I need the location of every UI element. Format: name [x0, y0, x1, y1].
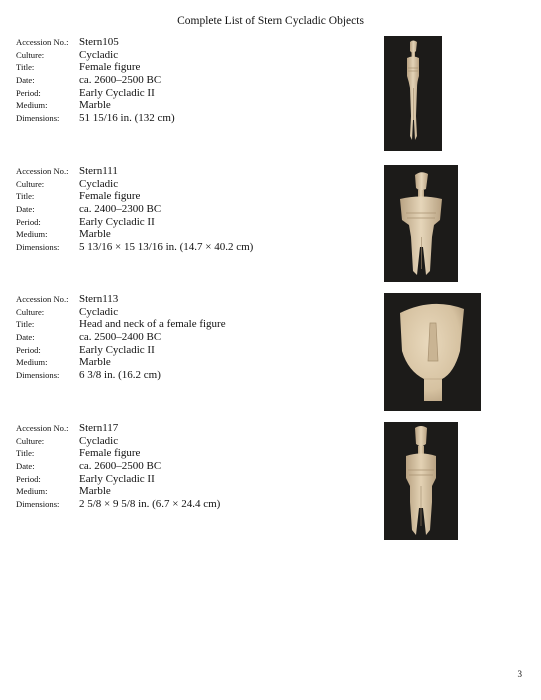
page-title: Complete List of Stern Cycladic Objects	[177, 15, 364, 27]
field-value: ca. 2600–2500 BC	[79, 460, 162, 473]
field-value: 2 5/8 × 9 5/8 in. (6.7 × 24.4 cm)	[79, 498, 221, 511]
field-date	[16, 460, 376, 473]
field-value: 5 13/16 × 15 13/16 in. (14.7 × 40.2 cm)	[79, 241, 254, 254]
field-dimensions	[16, 241, 376, 254]
page-number: 3	[517, 669, 522, 679]
field-label: Date:	[16, 332, 35, 343]
field-label: Culture:	[16, 435, 45, 446]
standing-female-figurine-icon	[384, 36, 442, 151]
field-value: ca. 2500–2400 BC	[79, 331, 162, 344]
field-label: Dimensions:	[16, 242, 60, 253]
field-value: Cycladic	[79, 177, 119, 190]
field-label: Period:	[16, 344, 41, 355]
field-medium	[16, 356, 376, 369]
field-dimensions	[16, 112, 376, 125]
field-label: Period:	[16, 473, 41, 484]
field-label: Period:	[16, 216, 41, 227]
field-value: Early Cycladic II	[79, 86, 155, 99]
field-label: Medium:	[16, 100, 48, 111]
field-label: Title:	[16, 191, 35, 202]
field-value: Stern117	[79, 422, 119, 434]
field-value: Female figure	[79, 190, 141, 203]
field-accession	[16, 293, 376, 306]
field-title	[16, 61, 376, 74]
field-dimensions	[16, 369, 376, 382]
field-value: ca. 2400–2300 BC	[79, 203, 162, 216]
field-period	[16, 87, 376, 100]
record-stern111	[16, 165, 376, 254]
folded-arm-figurine-photo	[384, 422, 458, 540]
field-value: Stern113	[79, 293, 119, 305]
field-value: Stern105	[79, 36, 119, 48]
field-medium	[16, 99, 376, 112]
field-value: Female figure	[79, 61, 141, 74]
field-medium	[16, 485, 376, 498]
field-label: Title:	[16, 448, 35, 459]
figurine-head-photo	[384, 293, 481, 411]
field-period	[16, 473, 376, 486]
field-label: Accession No.:	[16, 37, 69, 47]
field-label: Dimensions:	[16, 499, 60, 510]
field-value: Female figure	[79, 447, 141, 460]
field-value: 51 15/16 in. (132 cm)	[79, 112, 175, 125]
field-value: Cycladic	[79, 434, 119, 447]
field-label: Accession No.:	[16, 294, 69, 304]
field-accession	[16, 422, 376, 435]
field-culture	[16, 178, 376, 191]
field-culture	[16, 435, 376, 448]
broad-shouldered-figurine-photo	[384, 165, 458, 282]
field-label: Title:	[16, 62, 35, 73]
field-value: Marble	[79, 99, 111, 112]
record-stern113	[16, 293, 376, 382]
record-stern117	[16, 422, 376, 511]
field-label: Medium:	[16, 229, 48, 240]
field-accession	[16, 165, 376, 178]
field-date	[16, 331, 376, 344]
field-title	[16, 447, 376, 460]
field-label: Medium:	[16, 486, 48, 497]
field-title	[16, 190, 376, 203]
field-label: Culture:	[16, 178, 45, 189]
field-label: Culture:	[16, 306, 45, 317]
field-value: Early Cycladic II	[79, 343, 155, 356]
field-label: Title:	[16, 319, 35, 330]
field-accession	[16, 36, 376, 49]
field-value: Cycladic	[79, 48, 119, 61]
field-value: ca. 2600–2500 BC	[79, 74, 162, 87]
field-value: Marble	[79, 485, 111, 498]
field-dimensions	[16, 498, 376, 511]
figurine-head-icon	[384, 293, 481, 411]
field-label: Accession No.:	[16, 166, 69, 176]
field-period	[16, 216, 376, 229]
field-date	[16, 74, 376, 87]
field-label: Culture:	[16, 49, 45, 60]
field-label: Date:	[16, 75, 35, 86]
record-stern105	[16, 36, 376, 125]
field-label: Accession No.:	[16, 423, 69, 433]
field-medium	[16, 228, 376, 241]
field-label: Date:	[16, 204, 35, 215]
field-label: Dimensions:	[16, 113, 60, 124]
standing-female-figurine-photo	[384, 36, 442, 151]
field-label: Period:	[16, 87, 41, 98]
field-value: Early Cycladic II	[79, 215, 155, 228]
broad-shouldered-figurine-icon	[384, 165, 458, 282]
folded-arm-figurine-icon	[384, 422, 458, 540]
field-value: Stern111	[79, 165, 118, 177]
field-label: Dimensions:	[16, 370, 60, 381]
field-value: 6 3/8 in. (16.2 cm)	[79, 369, 161, 382]
field-period	[16, 344, 376, 357]
field-value: Early Cycladic II	[79, 472, 155, 485]
field-culture	[16, 306, 376, 319]
field-value: Cycladic	[79, 305, 119, 318]
field-label: Date:	[16, 461, 35, 472]
field-label: Medium:	[16, 357, 48, 368]
field-value: Head and neck of a female figure	[79, 318, 226, 331]
field-title	[16, 318, 376, 331]
field-culture	[16, 49, 376, 62]
field-value: Marble	[79, 228, 111, 241]
field-date	[16, 203, 376, 216]
field-value: Marble	[79, 356, 111, 369]
